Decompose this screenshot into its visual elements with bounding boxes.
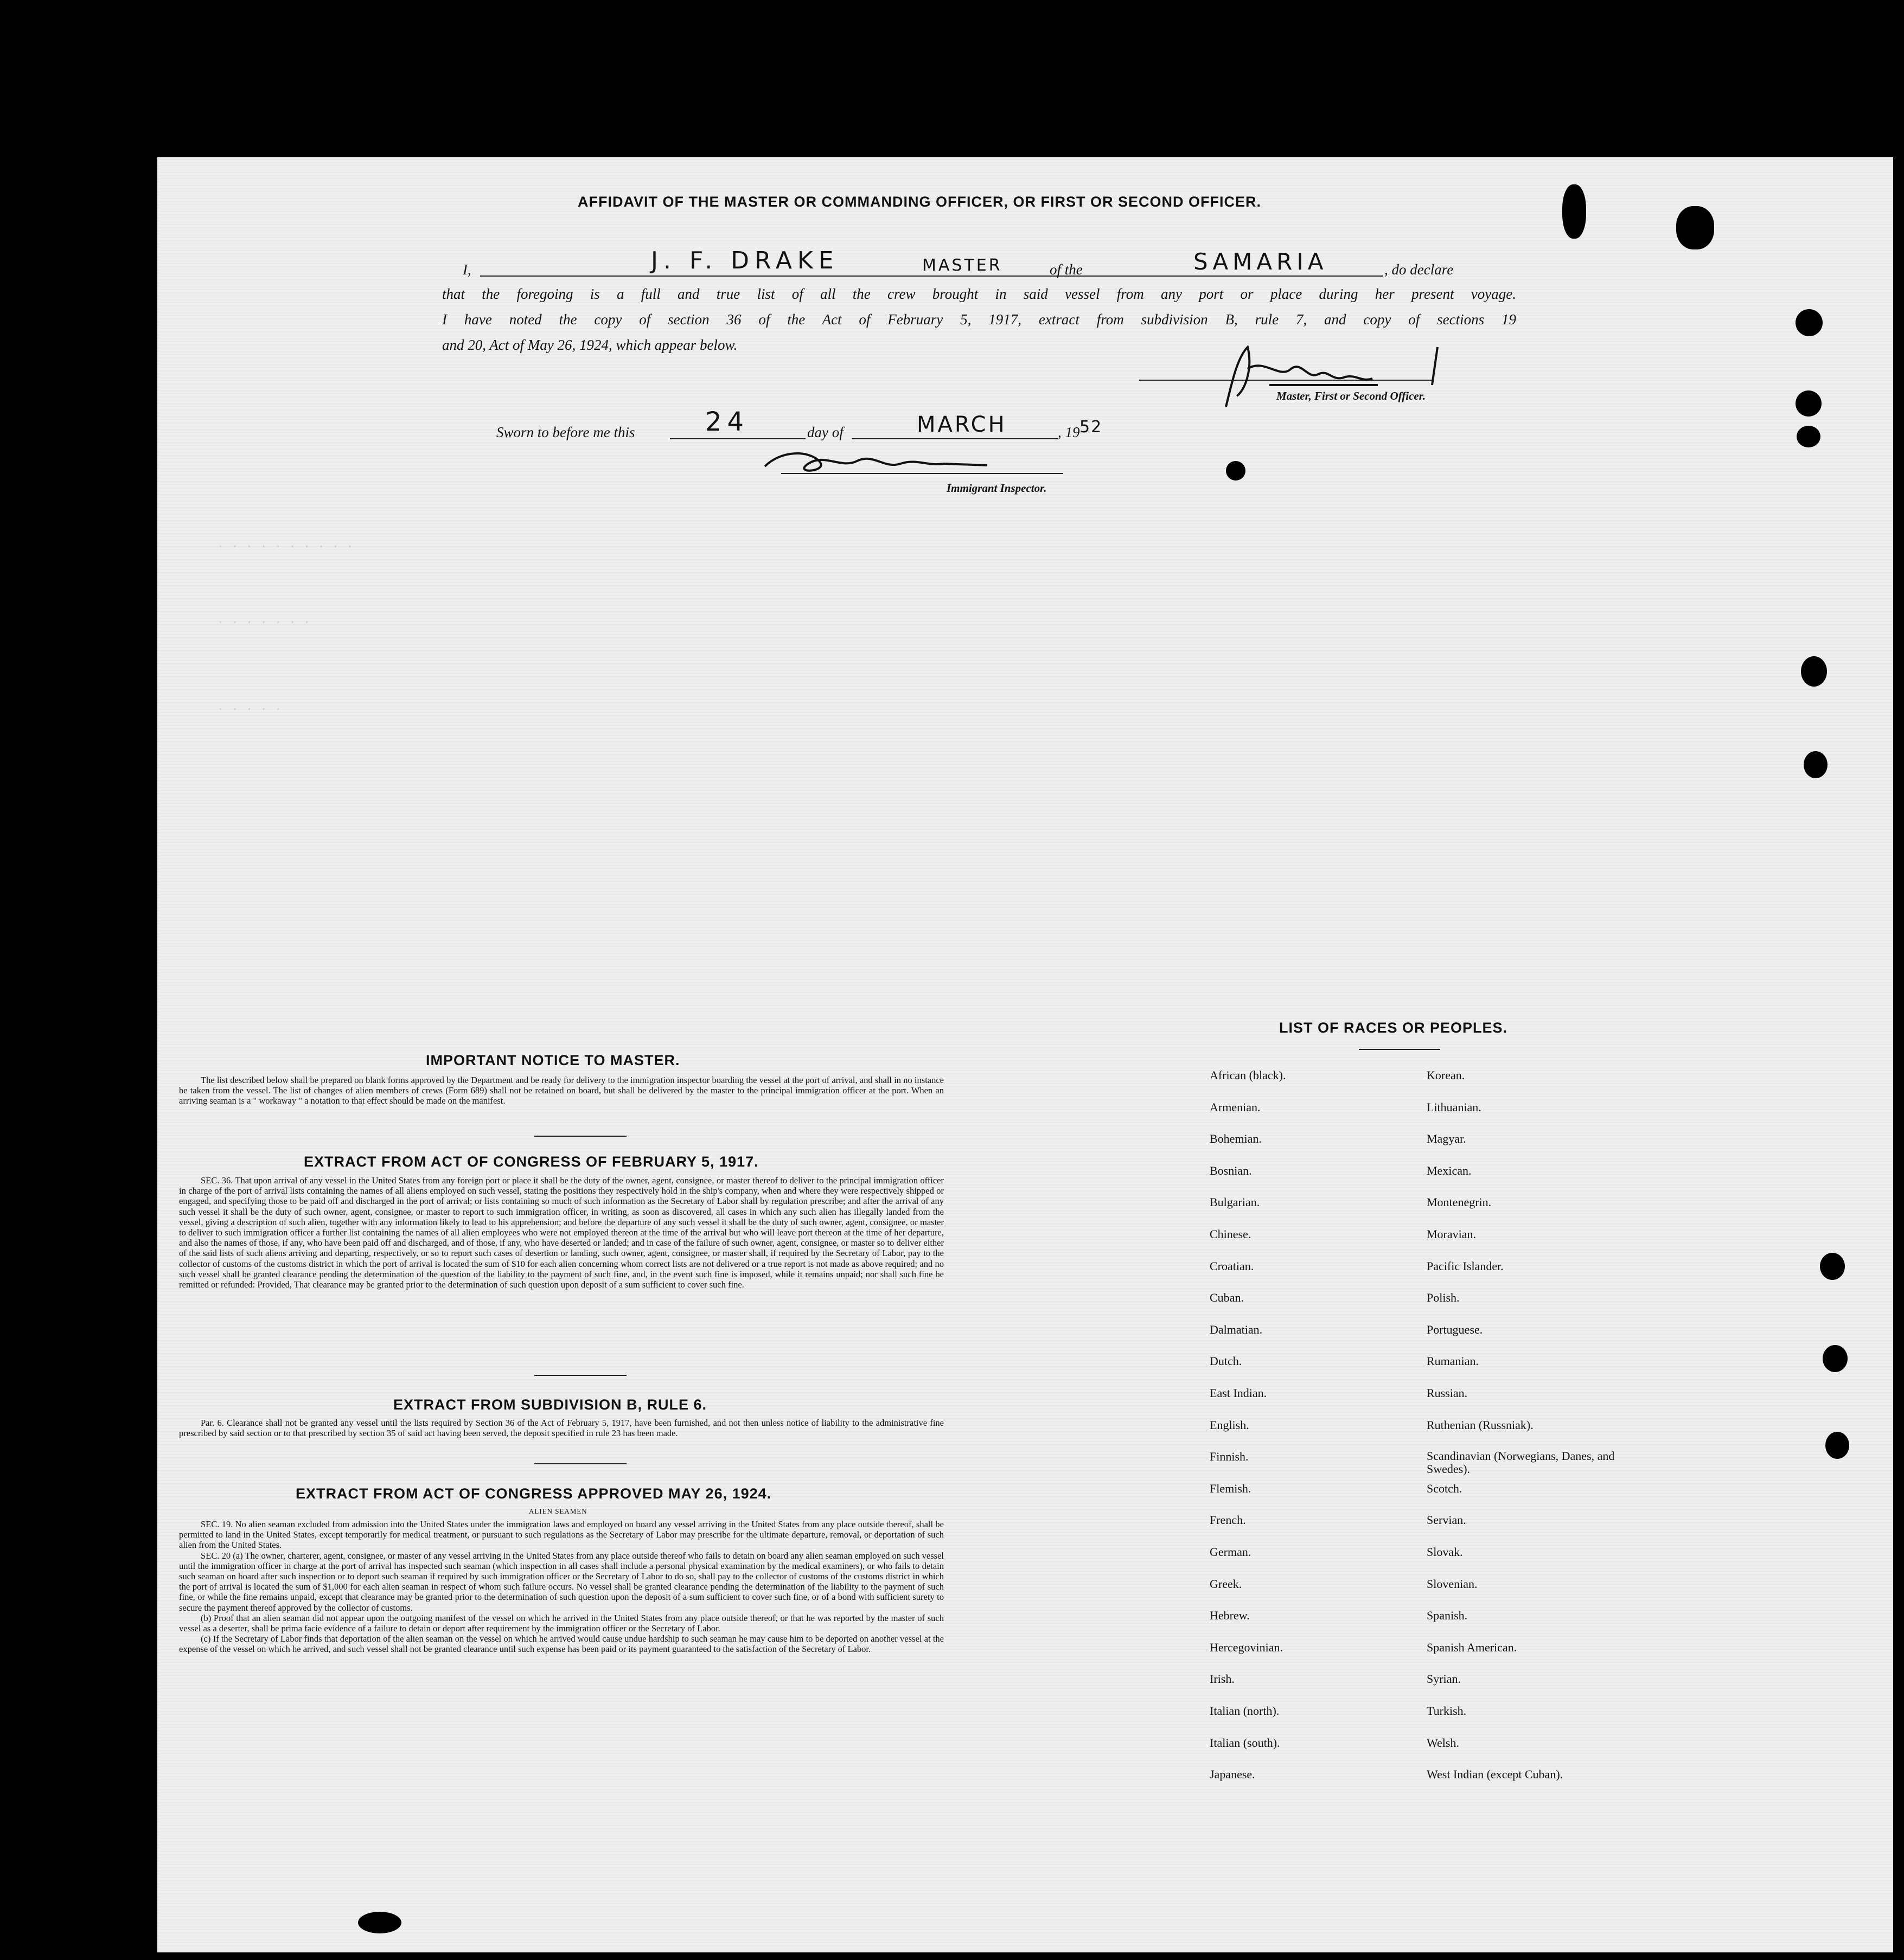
race-item: Bulgarian. — [1210, 1195, 1260, 1209]
sworn-year-value: 52 — [1079, 418, 1103, 437]
sworn-month-value: MARCH — [917, 412, 1007, 437]
race-item: Japanese. — [1210, 1767, 1255, 1782]
race-item: Finnish. — [1210, 1450, 1249, 1464]
races-title: LIST OF RACES OR PEOPLES. — [1279, 1020, 1508, 1036]
of-the-label: of the — [1050, 261, 1083, 278]
race-item: Chinese. — [1210, 1227, 1251, 1241]
punch-hole — [1797, 426, 1820, 447]
race-item: East Indian. — [1210, 1386, 1267, 1400]
name-line — [480, 276, 1147, 277]
document-page — [157, 157, 1893, 1952]
race-item: Croatian. — [1210, 1259, 1254, 1273]
race-item: Servian. — [1427, 1513, 1466, 1527]
race-item: Welsh. — [1427, 1735, 1459, 1750]
notice-title: IMPORTANT NOTICE TO MASTER. — [426, 1052, 680, 1068]
race-item: Lithuanian. — [1427, 1100, 1481, 1114]
race-item: Armenian. — [1210, 1100, 1261, 1114]
race-item: German. — [1210, 1545, 1251, 1559]
inspector-caption: Immigrant Inspector. — [947, 482, 1047, 495]
punch-hole — [1801, 656, 1827, 687]
day-of-label: day of — [807, 424, 844, 440]
race-item: African (black). — [1210, 1068, 1286, 1082]
sworn-day-value: 24 — [705, 407, 750, 437]
ink-stain — [1676, 206, 1714, 249]
race-item: Ruthenian (Russniak). — [1427, 1418, 1534, 1432]
race-item: Slovenian. — [1427, 1577, 1478, 1591]
race-item: Irish. — [1210, 1672, 1235, 1686]
race-item: Scotch. — [1427, 1481, 1462, 1495]
master-name-value: J. F. DRAKE — [651, 247, 839, 274]
vessel-line — [1112, 276, 1383, 277]
race-item: French. — [1210, 1513, 1246, 1527]
race-item: Greek. — [1210, 1577, 1242, 1591]
race-item: Cuban. — [1210, 1291, 1244, 1305]
punch-hole — [1796, 309, 1823, 336]
race-item: Pacific Islander. — [1427, 1259, 1504, 1273]
extract-1917-title: EXTRACT FROM ACT OF CONGRESS OF FEBRUARY 5, 1917. — [304, 1154, 759, 1170]
punch-hole — [1804, 751, 1828, 778]
extract-1924-title: EXTRACT FROM ACT OF CONGRESS APPROVED MAY 26, 1924. — [296, 1485, 772, 1502]
year-prefix: , 19 — [1058, 424, 1080, 440]
race-item: Dalmatian. — [1210, 1322, 1263, 1336]
race-item: Scandinavian (Norwegians, Danes, and Swedes). — [1427, 1449, 1615, 1476]
affidavit-body-line1: that the foregoing is a full and true list of all the crew brought in said vessel from any port or place during her present voyage. — [442, 286, 1516, 302]
rank-value: MASTER — [922, 256, 1002, 275]
race-item: Slovak. — [1427, 1545, 1463, 1559]
sworn-label: Sworn to before me this — [496, 424, 635, 440]
extract-1917-body: SEC. 36. That upon arrival of any vessel in the United States from any foreign port or place it shall be the duty of the owner, agent, consignee, or master thereof to deliver to the principal immigration officer in charge of the port of arrival lists containing the names of all aliens employed on such vessel, stating the positions they respectively hold in the ship's company, when and where they were respectively shipped or engaged, and specifying those to be paid off and discharged in the port of arrival; or lists containing so much of such information as the Secretary of Labor shall by regulation prescribe; and after the arrival of any such vessel it shall be the duty of such owner, agent, consignee, or master to report to such immigration officer, in writing, as soon as discovered, all cases in which any such alien has illegally landed from the vessel, giving a description of such alien, together with any information likely to lead to his apprehension; and before the departure of any such vessel it shall be the duty of such owner, agent, consignee, or master to deliver to such immigration officer a further list containing the names of all alien employees who were not employed thereon at the time of the arrival but who will leave port thereon at the time of her departure, and also the names of those, if any, who have been paid off and discharged, and of those, if any, who have deserted or landed; and in case of the failure of such owner, agent, consignee, or master so to deliver either of the said lists of such aliens arriving and departing, respectively, or so to report such cases of desertion or landing, such owner, agent, consignee, or master shall, if required by the Secretary of Labor, pay to the collector of customs of the customs district in which the port of arrival is located the sum of $10 for each alien concerning whom correct lists are not delivered or a true report is not made as above required; and no such vessel shall be granted clearance pending the determination of the question of the liability to the payment of such fine, and, in the event such fine is imposed, while it remains unpaid; nor shall such fine be remitted or refunded: Provided, That clearance may be granted prior to the determination of such question upon deposit of a sum sufficient to cover such fine. — [179, 1175, 944, 1290]
section-divider — [1359, 1049, 1440, 1050]
affidavit-body-line2: I have noted the copy of section 36 of the Act of February 5, 1917, extract from subdivision B, rule 7, and copy of sections 19 — [442, 311, 1516, 328]
punch-hole — [1820, 1253, 1845, 1280]
section-divider — [534, 1463, 627, 1464]
race-item: Hebrew. — [1210, 1609, 1250, 1623]
race-item: Mexican. — [1427, 1163, 1472, 1177]
extract-1924-body: SEC. 19. No alien seaman excluded from admission into the United States under the immigration laws and employed on board any vessel arriving in the United States from any place outside thereof, shall be permitted to land in the United States, except temporarily for medical treatment, or pursuant to such regulations as the Secretary of Labor may prescribe for the ultimate departure, removal, or deportation of such alien from the United States. SEC. 20 (a) The owner, charterer, agent, consignee, or master of any vessel arriving in the United States from any place outside thereof who fails to detain on board any alien seaman employed on such vessel until the immigration officer in charge at the port of arrival has inspected such seaman (which inspection in all cases shall include a personal physical examination by the medical examiners), or who fails to detain such seaman on board after such inspection or to deport such seaman if required by such immigration officer or the Secretary of Labor to do so, shall pay to the collector of customs of the customs district in which the port of arrival is located the sum of $1,000 for each alien seaman in respect of whom such failure occurs. No vessel shall be granted clearance pending the determination of the liability to the payment of such fine, or while the fine remains unpaid, except that clearance may be granted prior to the determination of such question upon the deposit of a sum sufficient to cover such fine, or of a bond with sufficient surety to secure the payment thereof approved by the collector of customs. (b) Proof that an alien seaman did not appear upon the outgoing manifest of the vessel on which he arrived in the United States from any place outside thereof, or that he was reported by the master of such vessel as a deserter, shall be prima facie evidence of a failure to detain or deport after requirement by the immigration officer or the Secretary of Labor. (c) If the Secretary of Labor finds that deportation of the alien seaman on the vessel on which he arrived would cause undue hardship to such seaman he may cause him to be deported on another vessel at the expense of the vessel on which he arrived, and such vessel shall not be granted clearance until such expense has been paid or its payment guaranteed to the satisfaction of the Secretary of Labor. — [179, 1519, 944, 1655]
race-item: Flemish. — [1210, 1481, 1251, 1495]
race-item: Moravian. — [1427, 1227, 1477, 1241]
notice-body: The list described below shall be prepared on blank forms approved by the Department and be ready for delivery to the immigration inspector boarding the vessel at the port of arrival, and shall in no instance be taken from the vessel. The list of changes of alien members of crews (Form 689) shall not be retained on board, but shall be delivered by the master to the principal immigration officer at the port. When an arriving seaman is a " workaway " a notation to that effect should be made on the manifest. — [179, 1075, 944, 1106]
inspector-signature — [759, 439, 1042, 483]
race-item: English. — [1210, 1418, 1249, 1432]
race-item: Russian. — [1427, 1386, 1468, 1400]
race-item: Portuguese. — [1427, 1322, 1483, 1336]
race-item: Polish. — [1427, 1291, 1460, 1305]
affidavit-body-line3: and 20, Act of May 26, 1924, which appear below. — [442, 337, 738, 353]
race-item: Bohemian. — [1210, 1132, 1262, 1146]
ink-stain — [1226, 461, 1245, 481]
race-item: West Indian (except Cuban). — [1427, 1767, 1563, 1782]
bleed-through-text: . . . . . . . — [217, 613, 311, 626]
extract-1924-subtitle: ALIEN SEAMEN — [529, 1507, 587, 1515]
race-item: Magyar. — [1427, 1132, 1466, 1146]
affidavit-title: AFFIDAVIT OF THE MASTER OR COMMANDING OFFICER, OR FIRST OR SECOND OFFICER. — [578, 194, 1261, 210]
bleed-through-text: . . . . . . . . . . — [217, 537, 354, 550]
race-item: Spanish. — [1427, 1609, 1468, 1623]
race-item: Hercegovinian. — [1210, 1640, 1283, 1654]
section-divider — [534, 1136, 627, 1137]
ink-stain — [358, 1912, 401, 1933]
extract-rule6-body: Par. 6. Clearance shall not be granted any vessel until the lists required by Section 36 of the Act of February 5, 1917, have been furnished, and not then unless notice of liability to the administrative fine prescribed by said section or to that prescribed by section 35 of said act having been served, the deposit specified in rule 23 has been made. — [179, 1418, 944, 1439]
punch-hole — [1823, 1345, 1848, 1372]
race-item: Italian (south). — [1210, 1735, 1280, 1750]
do-declare-label: , do declare — [1384, 261, 1454, 278]
bleed-through-text: . . . . . — [217, 700, 282, 713]
race-item: Montenegrin. — [1427, 1195, 1492, 1209]
race-item: Bosnian. — [1210, 1163, 1252, 1177]
ink-stain — [1562, 184, 1586, 239]
inspector-line — [781, 473, 1063, 474]
declarant-label: I, — [463, 261, 471, 278]
race-item: Spanish American. — [1427, 1640, 1517, 1654]
extract-rule6-title: EXTRACT FROM SUBDIVISION B, RULE 6. — [393, 1397, 707, 1413]
punch-hole — [1825, 1432, 1849, 1459]
punch-hole — [1796, 390, 1822, 417]
race-item: Korean. — [1427, 1068, 1465, 1082]
signature-caption: Master, First or Second Officer. — [1276, 389, 1426, 402]
race-item: Dutch. — [1210, 1354, 1242, 1368]
section-divider — [534, 1375, 627, 1376]
race-item: Syrian. — [1427, 1672, 1461, 1686]
race-item: Turkish. — [1427, 1704, 1467, 1718]
vessel-name-value: SAMARIA — [1193, 248, 1328, 275]
race-item: Rumanian. — [1427, 1354, 1479, 1368]
race-item: Italian (north). — [1210, 1704, 1280, 1718]
